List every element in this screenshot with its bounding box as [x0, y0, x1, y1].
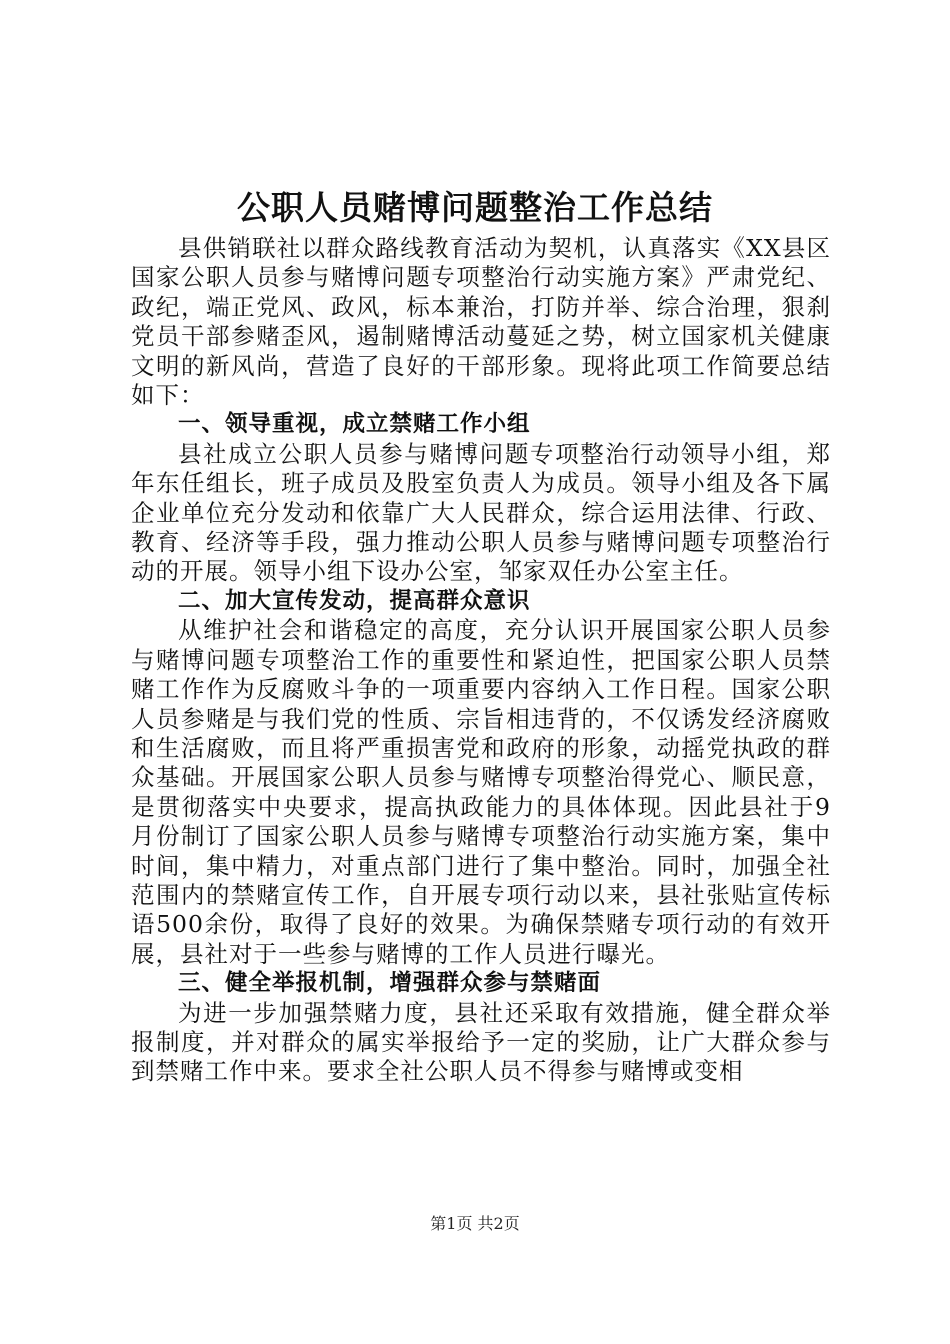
document-body	[131, 234, 831, 1087]
section-2-paragraph: 从维护社会和谐稳定的高度，充分认识开展国家公职人员参与赌博问题专项整治工作的重要性和紧迫性，把国家公职人员禁赌工作作为反腐败斗争的一项重要内容纳入工作日程。国家公职人员参赌是与我们党的性质、宗旨相违背的，不仅诱发经济腐败和生活腐败，而且将严重损害党和政府的形象，动摇党执政的群众基础。开展国家公职人员参与赌博专项整治得党心、顺民意，是贯彻落实中央要求，提高执政能力的具体体现。因此县社于9月份制订了国家公职人员参与赌博专项整治行动实施方案，集中时间，集中精力，对重点部门进行了集中整治。同时，加强全社范围内的禁赌宣传工作，自开展专项行动以来，县社张贴宣传标语500余份，取得了良好的效果。为确保禁赌专项行动的有效开展，县社对于一些参与赌博的工作人员进行曝光。	[131, 616, 831, 968]
page-number-footer: 第1页 共2页	[430, 1214, 520, 1233]
intro-paragraph: 县供销联社以群众路线教育活动为契机，认真落实《XX县区国家公职人员参与赌博问题专项整治行动实施方案》严肃党纪、政纪，端正党风、政风，标本兼治，打防并举、综合治理，狠刹党员干部参赌歪风，遏制赌博活动蔓延之势，树立国家机关健康文明的新风尚，营造了良好的干部形象。现将此项工作简要总结如下：	[131, 234, 831, 410]
section-heading-1: 一、领导重视，成立禁赌工作小组	[178, 411, 531, 438]
section-1-paragraph: 县社成立公职人员参与赌博问题专项整治行动领导小组，郑年东任组长，班子成员及股室负责人为成员。领导小组及各下属企业单位充分发动和依靠广大人民群众，综合运用法律、行政、教育、经济等手段，强力推动公职人员参与赌博问题专项整治行动的开展。领导小组下设办公室，邹家双任办公室主任。	[131, 439, 831, 586]
document-title: 公职人员赌博问题整治工作总结	[237, 188, 713, 227]
section-heading-3: 三、健全举报机制，增强群众参与禁赌面	[178, 970, 602, 997]
section-3-paragraph: 为进一步加强禁赌力度，县社还采取有效措施，健全群众举报制度，并对群众的属实举报给予一定的奖励，让广大群众参与到禁赌工作中来。要求全社公职人员不得参与赌博或变相	[131, 998, 831, 1086]
section-heading-2: 二、加大宣传发动，提高群众意识	[178, 587, 531, 614]
